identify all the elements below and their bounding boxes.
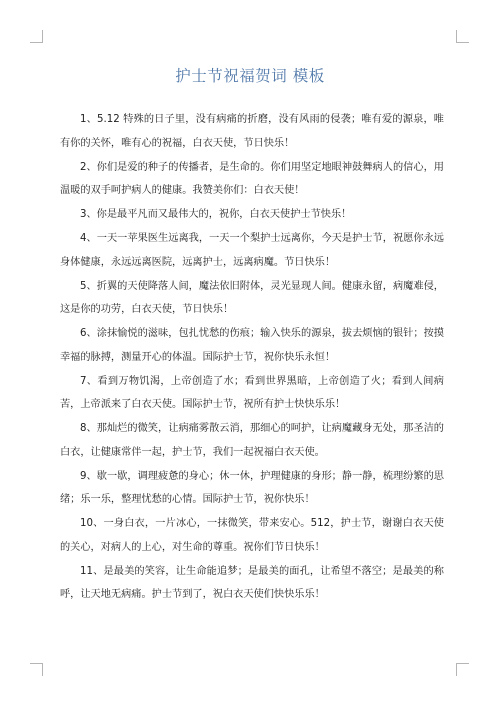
paragraph-9: 9、歇一歇，调理疲惫的身心；休一休，护理健康的身形；静一静，梳理纷繁的思绪；乐一乐，整理忧愁的心情。国际护士节，祝你快乐！ bbox=[60, 470, 444, 505]
document-body bbox=[60, 108, 444, 607]
crop-mark-bottom-left bbox=[30, 663, 43, 676]
paragraph-6: 6、涂抹愉悦的滋味，包扎忧愁的伤痕；输入快乐的源泉，拔去烦恼的银针；按摸幸福的脉搏，测量开心的体温。国际护士节，祝你快乐永恒！ bbox=[60, 328, 444, 363]
crop-mark-top-left bbox=[30, 30, 43, 43]
crop-mark-bottom-right bbox=[456, 663, 469, 676]
paragraph-5: 5、折翼的天使降落人间，魔法依旧附体，灵光显现人间。健康永留，病魔难侵，这是你的功劳，白衣天使，节日快乐！ bbox=[60, 280, 444, 315]
crop-mark-top-right bbox=[456, 30, 469, 43]
paragraph-2: 2、你们是爱的种子的传播者，是生命的。你们用坚定地眼神鼓舞病人的信心，用温暖的双手呵护病人的健康。我赞美你们：白衣天使！ bbox=[60, 161, 444, 196]
paragraph-7: 7、看到万物饥渴，上帝创造了水；看到世界黑暗，上帝创造了火；看到人间病苦，上帝派来了白衣天使。国际护士节，祝所有护士快快乐乐！ bbox=[60, 375, 444, 410]
paragraph-11: 11、是最美的笑容，让生命能追梦；是最美的面孔，让希望不落空；是最美的称呼，让天地无病痛。护士节到了，祝白衣天使们快快乐乐！ bbox=[60, 565, 444, 600]
paragraph-1: 1、5.12 特殊的日子里，没有病痛的折磨，没有风雨的侵袭；唯有爱的源泉，唯有你的关怀，唯有心的祝福，白衣天使，节日快乐！ bbox=[60, 114, 444, 149]
document-title: 护士节祝福贺词 模板 bbox=[175, 67, 325, 85]
paragraph-10: 10、一身白衣，一片冰心，一抹微笑，带来安心。512，护士节，谢谢白衣天使的关心，对病人的上心，对生命的尊重。祝你们节日快乐！ bbox=[60, 518, 444, 553]
paragraph-4: 4、一天一苹果医生远离我，一天一个梨护士远离你，今天是护士节，祝愿你永远身体健康，永远远离医院，远离护士，远离病魔。节日快乐！ bbox=[60, 233, 444, 268]
paragraph-8: 8、那灿烂的微笑，让病痛雾散云消，那细心的呵护，让病魔藏身无处，那圣洁的白衣，让健康常伴一起，护士节，我们一起祝福白衣天使。 bbox=[60, 423, 444, 458]
paragraph-3: 3、你是最平凡而又最伟大的，祝你，白衣天使护士节快乐！ bbox=[80, 209, 352, 220]
